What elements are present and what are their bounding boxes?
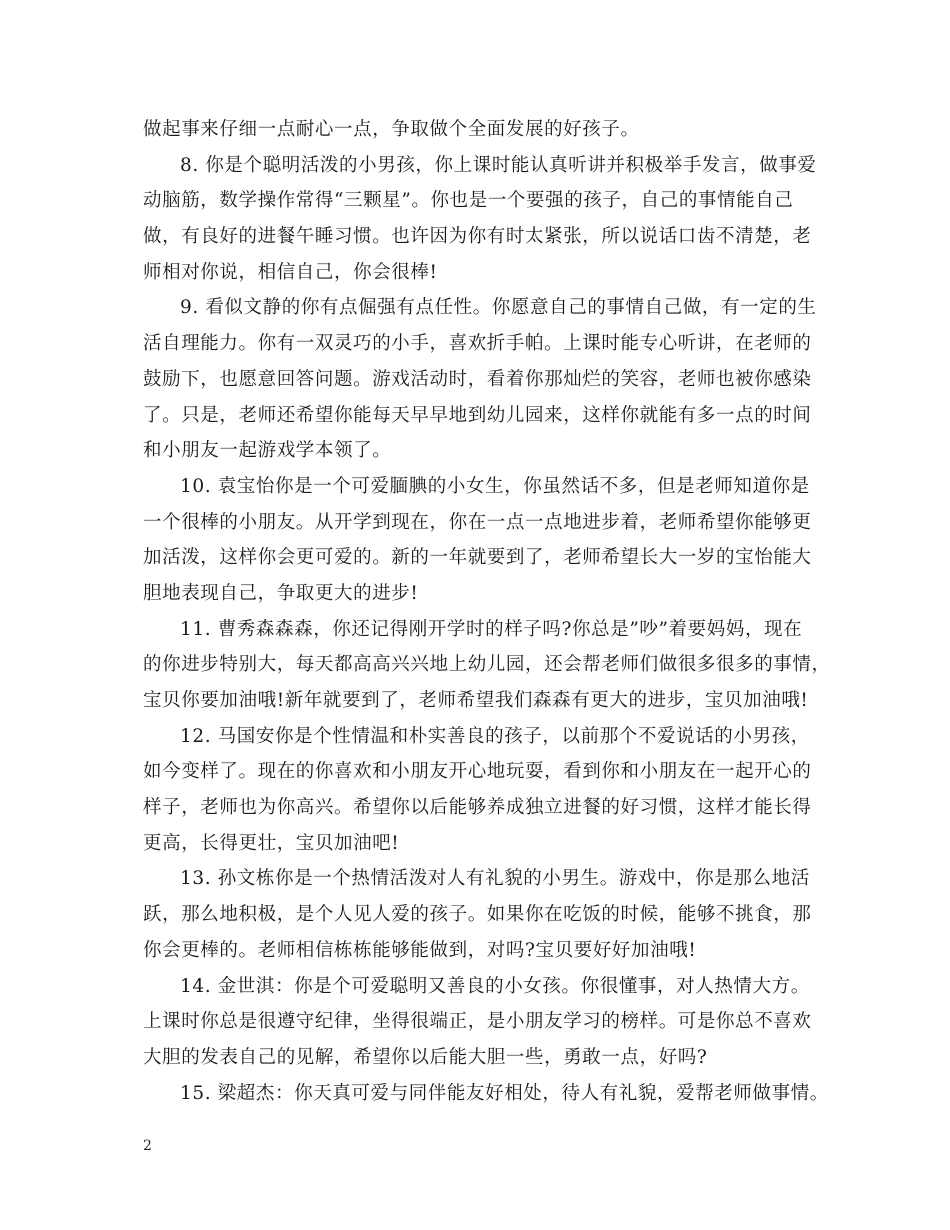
text-line: 大胆的发表自己的见解，希望你以后能大胆一些，勇敢一点，好吗? (143, 1046, 708, 1068)
text-line: 你会更棒的。老师相信栋栋能够能做到，对吗?宝贝要好好加油哦! (143, 939, 697, 961)
text-line: 动脑筋，数学操作常得“三颗星”。你也是一个要强的孩子，自己的事情能自己 (143, 190, 794, 212)
paragraph-10-first-line: 10. 袁宝怡你是一个可爱腼腆的小女生，你虽然话不多，但是老师知道你是 (180, 475, 810, 497)
text-line: 鼓励下，也愿意回答问题。游戏活动时，看着你那灿烂的笑容，老师也被你感染 (143, 368, 812, 390)
document-body (143, 112, 831, 1111)
text-line: 更高，长得更壮，宝贝加油吧! (143, 832, 400, 854)
text-line: 做起事来仔细一点耐心一点，争取做个全面发展的好孩子。 (143, 119, 640, 140)
text-line: 做，有良好的进餐午睡习惯。也许因为你有时太紧张，所以说话口齿不清楚，老 (143, 226, 812, 248)
paragraph-11-first-line: 11. 曹秀森森森，你还记得刚开学时的样子吗?你总是”吵”着要妈妈，现在 (180, 618, 803, 640)
text-line: 的你进步特别大，每天都高高兴兴地上幼儿园，还会帮老师们做很多很多的事情， (143, 654, 831, 676)
page-number: 2 (143, 1138, 152, 1154)
paragraph-13-first-line: 13. 孙文栋你是一个热情活泼对人有礼貌的小男生。游戏中，你是那么地活 (180, 868, 810, 890)
text-line: 胆地表现自己，争取更大的进步! (143, 582, 419, 604)
text-line: 一个很棒的小朋友。从开学到现在，你在一点一点地进步着，老师希望你能够更 (143, 511, 812, 533)
text-line: 如今变样了。现在的你喜欢和小朋友开心地玩耍，看到你和小朋友在一起开心的 (143, 761, 812, 783)
text-line: 上课时你总是很遵守纪律，坐得很端正，是小朋友学习的榜样。可是你总不喜欢 (143, 1011, 812, 1033)
text-line: 活自理能力。你有一双灵巧的小手，喜欢折手帕。上课时能专心听讲，在老师的 (143, 333, 812, 355)
text-line: 跃，那么地积极，是个人见人爱的孩子。如果你在吃饭的时候，能够不挑食，那 (143, 904, 812, 926)
paragraph-8-first-line: 8. 你是个聪明活泼的小男孩，你上课时能认真听讲并积极举手发言，做事爱 (180, 154, 817, 176)
paragraph-15-first-line: 15. 梁超杰：你天真可爱与同伴能友好相处，待人有礼貌，爱帮老师做事情。 (180, 1082, 829, 1104)
text-line: 师相对你说，相信自己，你会很棒! (143, 261, 438, 283)
paragraph-14-first-line: 14. 金世淇：你是个可爱聪明又善良的小女孩。你很懂事，对人热情大方。 (180, 975, 810, 997)
paragraph-9-first-line: 9. 看似文静的你有点倔强有点任性。你愿意自己的事情自己做，有一定的生 (180, 297, 817, 319)
text-line: 样子，老师也为你高兴。希望你以后能够养成独立进餐的好习惯，这样才能长得 (143, 797, 812, 819)
text-line: 加活泼，这样你会更可爱的。新的一年就要到了，老师希望长大一岁的宝怡能大 (143, 547, 812, 569)
text-line: 了。只是，老师还希望你能每天早早地到幼儿园来，这样你就能有多一点的时间 (143, 404, 812, 426)
paragraph-12-first-line: 12. 马国安你是个性情温和朴实善良的孩子，以前那个不爱说话的小男孩， (180, 725, 810, 747)
text-line: 宝贝你要加油哦!新年就要到了，老师希望我们森森有更大的进步，宝贝加油哦! (143, 690, 809, 711)
text-line: 和小朋友一起游戏学本领了。 (143, 440, 392, 462)
